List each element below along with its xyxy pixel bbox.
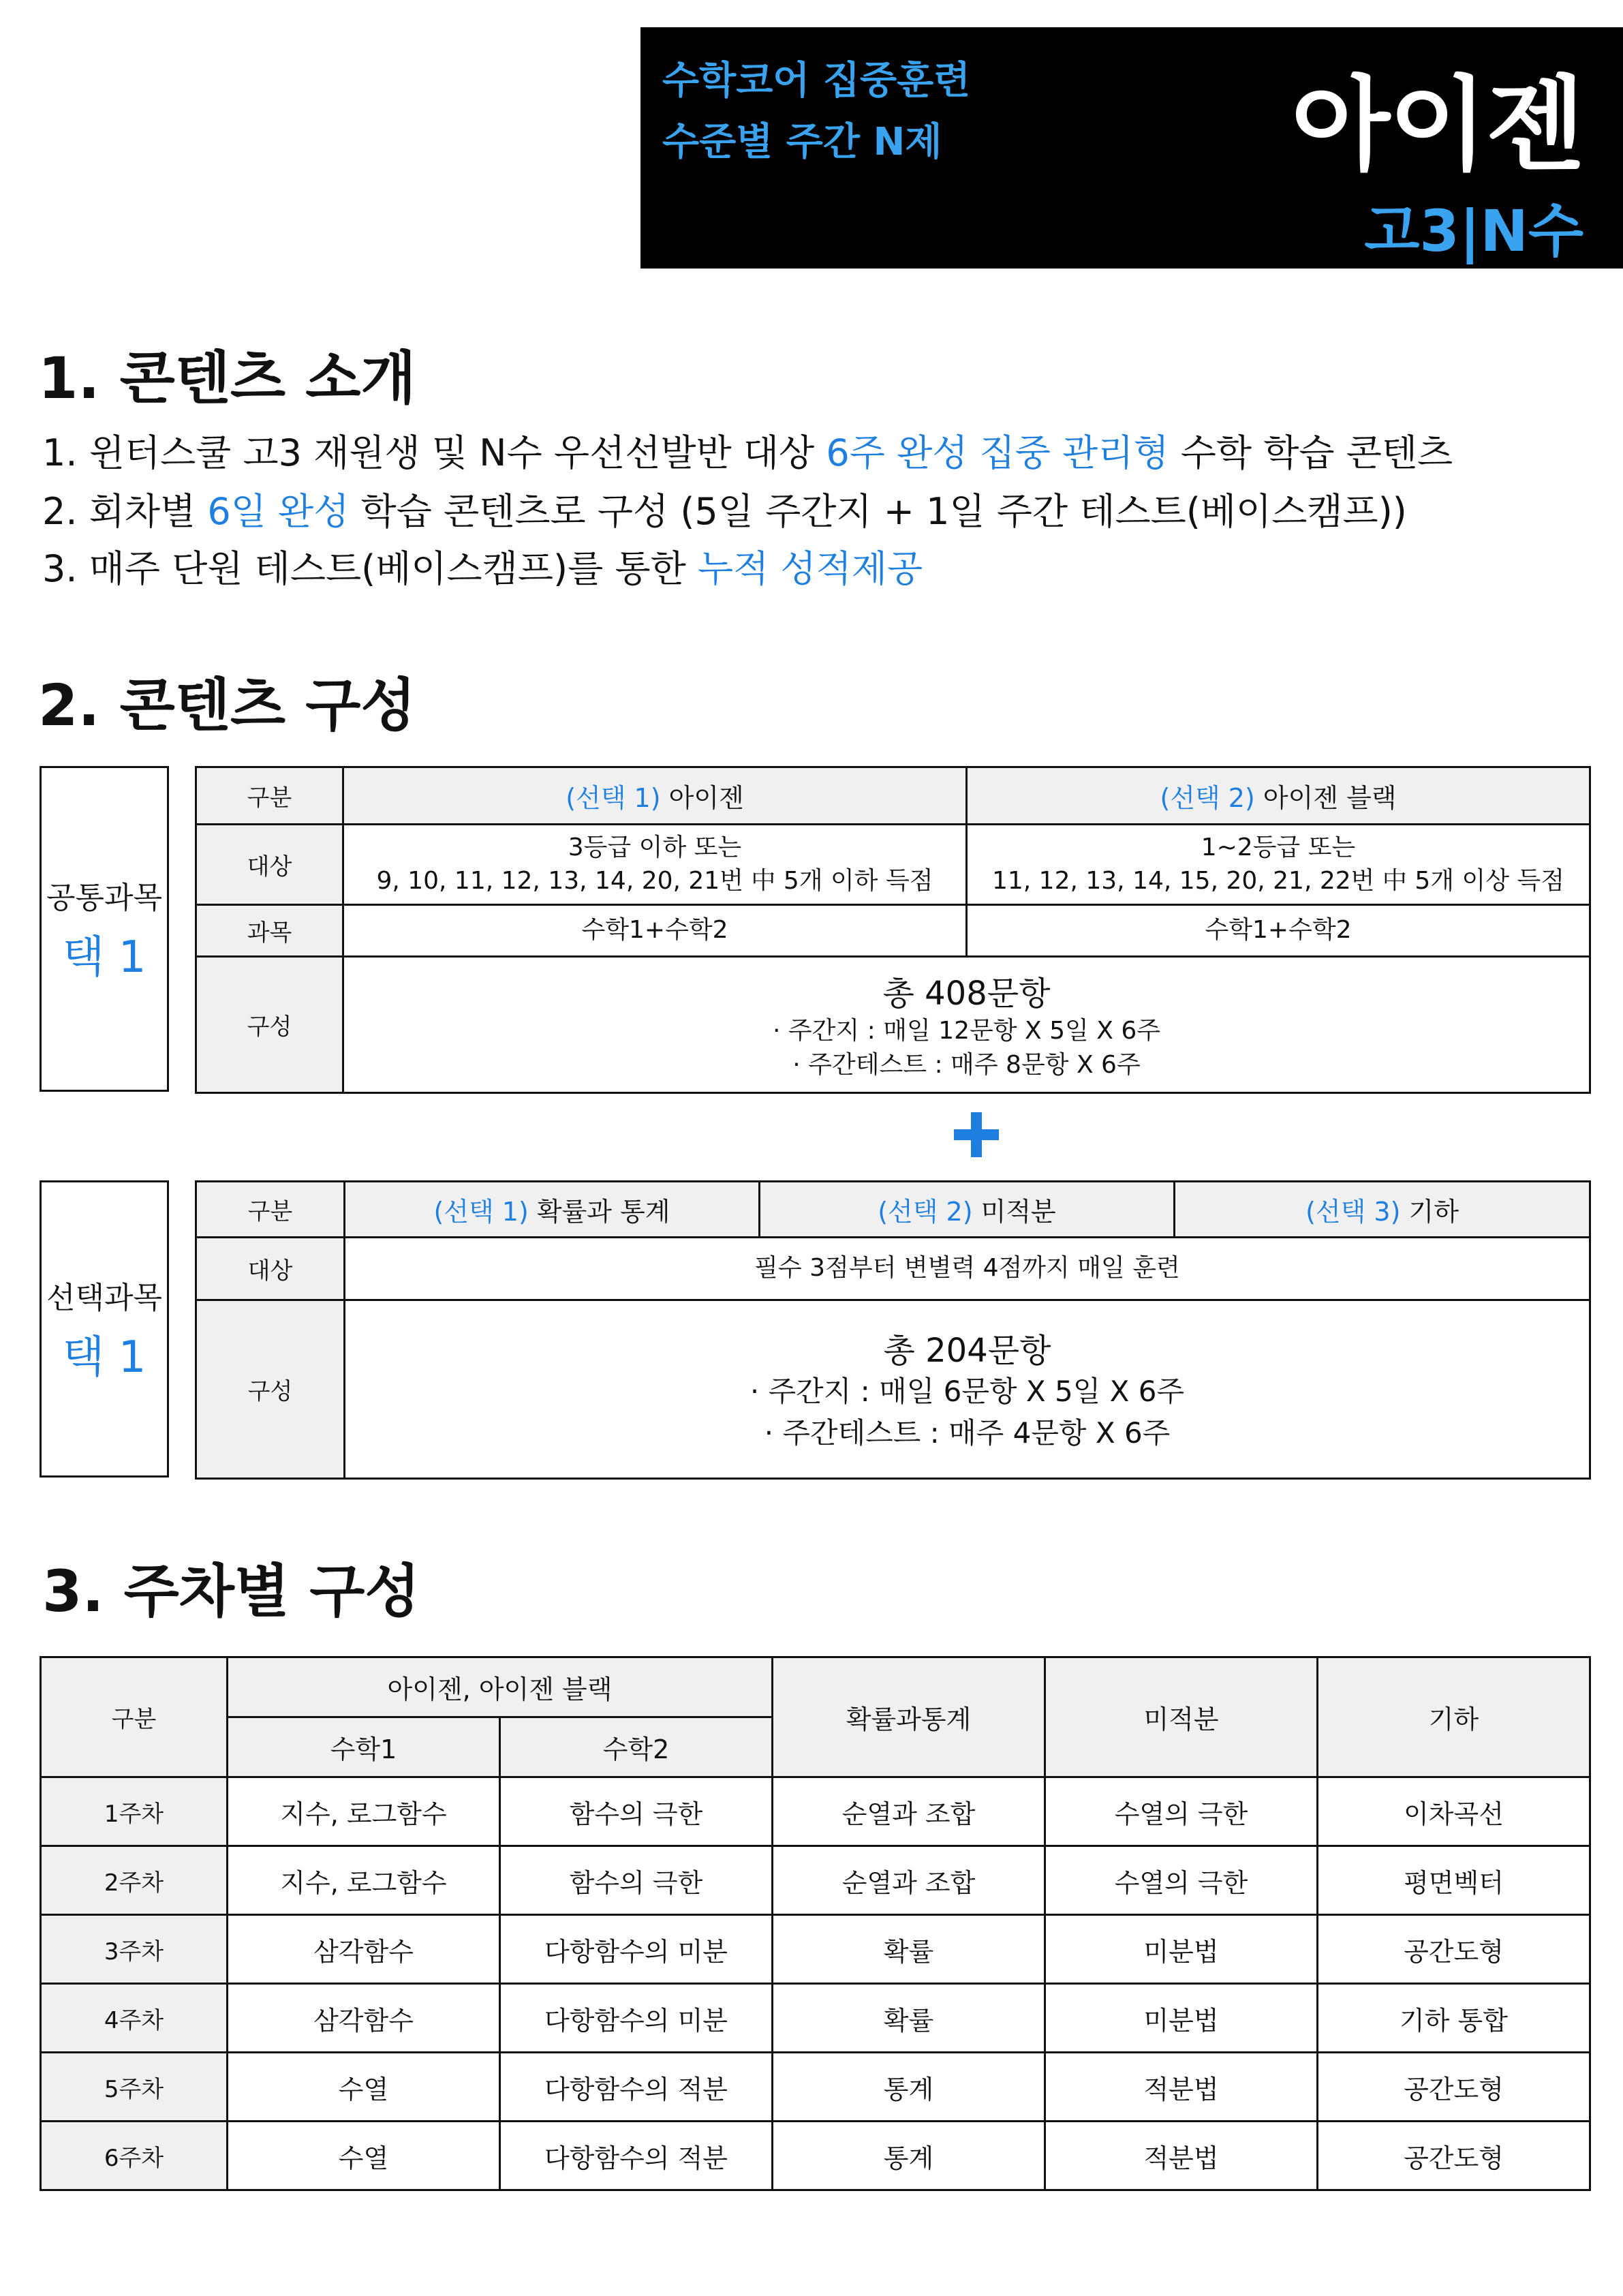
target-line: 1~2등급 또는 — [1201, 833, 1356, 861]
row-label-target: 대상 — [196, 1238, 345, 1300]
intro-line-1 — [42, 424, 1453, 476]
table-cell: 함수의 극한 — [500, 1846, 773, 1915]
composition-bullet: · 주간테스트 : 매주 8문항 X 6주 — [792, 1051, 1141, 1079]
table-cell: 확률 — [773, 1915, 1045, 1984]
table-row — [41, 1846, 1590, 1915]
option-probability — [345, 1182, 760, 1238]
banner-subtitle-1: 수학코어 집중훈련 — [662, 59, 971, 103]
intro-line-1-text: 1. 윈터스쿨 고3 재원생 및 N수 우선선발반 대상 — [42, 431, 826, 474]
table-cell: 순열과 조합 — [773, 1846, 1045, 1915]
option-name: 기하 — [1400, 1197, 1459, 1227]
table-row — [41, 1915, 1590, 1984]
table-cell: 순열과 조합 — [773, 1777, 1045, 1846]
week-label: 2주차 — [41, 1846, 228, 1915]
header-banner — [640, 27, 1623, 269]
table-cell: 수열의 극한 — [1045, 1777, 1318, 1846]
target-aizen — [343, 825, 967, 905]
header-math1: 수학1 — [228, 1717, 500, 1777]
intro-line-1-highlight: 6주 완성 집중 관리형 — [826, 431, 1169, 474]
table-cell: 함수의 극한 — [500, 1777, 773, 1846]
section3-title: 3. 주차별 구성 — [42, 1558, 420, 1625]
table-cell: 삼각함수 — [228, 1984, 500, 2053]
table-cell: 지수, 로그함수 — [228, 1846, 500, 1915]
row-label-target: 대상 — [196, 825, 343, 905]
composition-bullet: · 주간지 : 매일 12문항 X 5일 X 6주 — [772, 1016, 1161, 1045]
intro-line-1-tail: 수학 학습 콘텐츠 — [1169, 431, 1453, 474]
elective-subject-label: 선택과목 — [46, 1281, 162, 1315]
composition-total: 총 204문항 — [883, 1332, 1051, 1371]
common-subject-label: 공통과목 — [46, 881, 162, 915]
elective-subject-box — [40, 1180, 169, 1478]
week-label: 5주차 — [41, 2053, 228, 2122]
table-cell: 이차곡선 — [1318, 1777, 1590, 1846]
week-label: 1주차 — [41, 1777, 228, 1846]
elective-subject-table — [195, 1180, 1591, 1480]
week-label: 6주차 — [41, 2122, 228, 2190]
target-elective: 필수 3점부터 변별력 4점까지 매일 훈련 — [345, 1238, 1590, 1300]
target-line: 11, 12, 13, 14, 15, 20, 21, 22번 中 5개 이상 득점 — [991, 866, 1564, 895]
common-subject-pick: 택 1 — [62, 932, 146, 983]
intro-line-3 — [42, 540, 923, 592]
table-cell: 미분법 — [1045, 1984, 1318, 2053]
intro-line-2 — [42, 483, 1407, 535]
composition-bullet: · 주간테스트 : 매주 4문항 X 6주 — [764, 1416, 1171, 1450]
table-cell: 공간도형 — [1318, 2122, 1590, 2190]
target-aizen-black — [967, 825, 1590, 905]
header-geometry: 기하 — [1318, 1657, 1590, 1777]
table-cell: 공간도형 — [1318, 2053, 1590, 2122]
table-row — [41, 2122, 1590, 2190]
table-cell: 기하 통합 — [1318, 1984, 1590, 2053]
header-group: 아이젠, 아이젠 블랙 — [228, 1657, 773, 1717]
option-calculus — [760, 1182, 1175, 1238]
option-name: 아이젠 — [660, 783, 744, 813]
section2-title: 2. 콘텐츠 구성 — [38, 672, 416, 739]
table-cell: 다항함수의 적분 — [500, 2122, 773, 2190]
header-math2: 수학2 — [500, 1717, 773, 1777]
header-probability: 확률과통계 — [773, 1657, 1045, 1777]
banner-subtitle-2: 수준별 주간 N제 — [662, 120, 942, 164]
composition-common — [343, 957, 1590, 1093]
plus-icon — [954, 1112, 999, 1157]
intro-line-2-text: 2. 회차별 — [42, 490, 208, 533]
table-cell: 다항함수의 미분 — [500, 1984, 773, 2053]
row-label-category: 구분 — [196, 1182, 345, 1238]
table-cell: 평면벡터 — [1318, 1846, 1590, 1915]
option-name: 미적분 — [972, 1197, 1056, 1227]
option-geometry — [1175, 1182, 1590, 1238]
table-cell: 확률 — [773, 1984, 1045, 2053]
subject-aizen: 수학1+수학2 — [343, 905, 967, 957]
elective-subject-pick: 택 1 — [62, 1332, 146, 1383]
brand-title: 아이젠 — [1291, 66, 1583, 185]
header-calculus: 미적분 — [1045, 1657, 1318, 1777]
table-cell: 삼각함수 — [228, 1915, 500, 1984]
row-label-composition: 구성 — [196, 1300, 345, 1479]
row-label-composition: 구성 — [196, 957, 343, 1093]
intro-line-3-text: 3. 매주 단원 테스트(베이스캠프)를 통한 — [42, 547, 698, 590]
option-name: 확률과 통계 — [528, 1197, 670, 1227]
option-aizen-black — [967, 767, 1590, 825]
weekly-table — [40, 1656, 1591, 2191]
week-label: 4주차 — [41, 1984, 228, 2053]
composition-elective — [345, 1300, 1590, 1479]
option-tag: (선택 3) — [1305, 1197, 1401, 1227]
composition-bullet: · 주간지 : 매일 6문항 X 5일 X 6주 — [749, 1375, 1185, 1409]
option-tag: (선택 2) — [1160, 783, 1255, 813]
table-cell: 공간도형 — [1318, 1915, 1590, 1984]
week-label: 3주차 — [41, 1915, 228, 1984]
common-subject-box — [40, 766, 169, 1092]
table-row — [41, 2053, 1590, 2122]
subject-aizen-black: 수학1+수학2 — [967, 905, 1590, 957]
option-name: 아이젠 블랙 — [1254, 783, 1397, 813]
table-row — [41, 1777, 1590, 1846]
target-line: 3등급 이하 또는 — [568, 833, 742, 861]
section1-title: 1. 콘텐츠 소개 — [38, 345, 416, 412]
grade-label: 고3|N수 — [1364, 198, 1583, 264]
table-cell: 수열 — [228, 2053, 500, 2122]
composition-total: 총 408문항 — [882, 974, 1051, 1013]
table-cell: 적분법 — [1045, 2122, 1318, 2190]
intro-line-2-tail: 학습 콘텐츠로 구성 (5일 주간지 + 1일 주간 테스트(베이스캠프)) — [349, 490, 1407, 533]
option-tag: (선택 2) — [878, 1197, 973, 1227]
table-cell: 통계 — [773, 2122, 1045, 2190]
table-row — [41, 1984, 1590, 2053]
table-cell: 미분법 — [1045, 1915, 1318, 1984]
intro-line-3-highlight: 누적 성적제공 — [697, 547, 923, 590]
table-cell: 통계 — [773, 2053, 1045, 2122]
row-label-category: 구분 — [196, 767, 343, 825]
table-cell: 다항함수의 적분 — [500, 2053, 773, 2122]
table-cell: 다항함수의 미분 — [500, 1915, 773, 1984]
intro-line-2-highlight: 6일 완성 — [207, 490, 350, 533]
table-cell: 적분법 — [1045, 2053, 1318, 2122]
option-tag: (선택 1) — [433, 1197, 529, 1227]
table-cell: 수열 — [228, 2122, 500, 2190]
row-label-subject: 과목 — [196, 905, 343, 957]
target-line: 9, 10, 11, 12, 13, 14, 20, 21번 中 5개 이하 득점 — [376, 866, 933, 895]
table-cell: 지수, 로그함수 — [228, 1777, 500, 1846]
header-category: 구분 — [41, 1657, 228, 1777]
option-tag: (선택 1) — [566, 783, 661, 813]
common-subject-table — [195, 766, 1591, 1094]
table-cell: 수열의 극한 — [1045, 1846, 1318, 1915]
option-aizen — [343, 767, 967, 825]
